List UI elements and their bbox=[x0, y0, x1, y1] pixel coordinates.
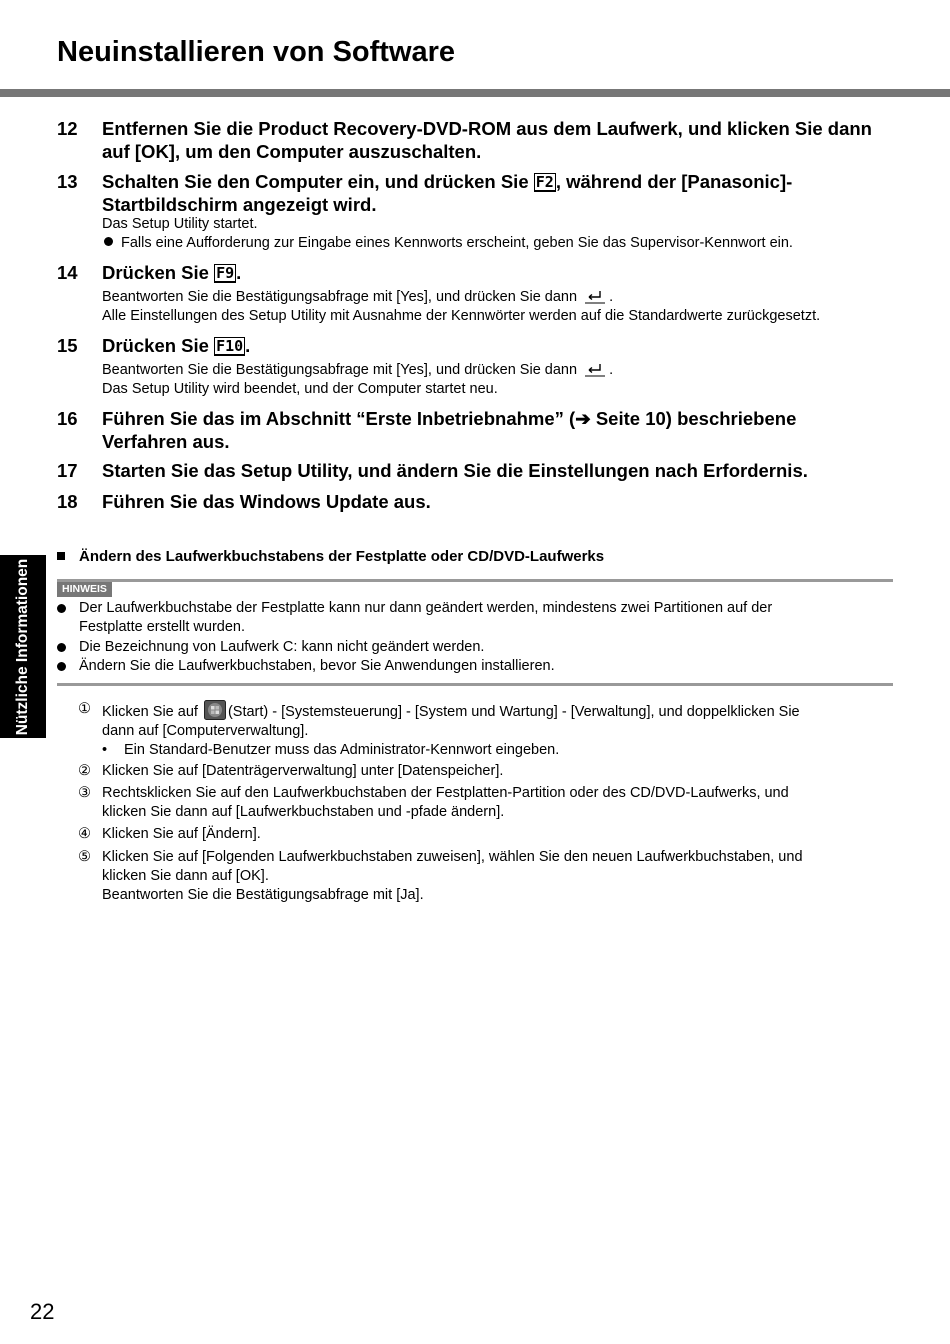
detail-text: Beantworten Sie die Bestätigungsabfrage mit [Yes], und drücken Sie dann bbox=[102, 362, 578, 378]
step-marker: ③ bbox=[78, 785, 91, 801]
step-15-detail-2: Das Setup Utility wird beendet, und der Computer startet neu. bbox=[102, 381, 498, 397]
square-bullet-icon bbox=[57, 552, 65, 560]
step-text: Starten Sie das Setup Utility, und ändern Sie die Einstellungen nach Erfordernis. bbox=[102, 460, 808, 481]
detail-text: Beantworten Sie die Bestätigungsabfrage mit [Yes], und drücken Sie dann bbox=[102, 289, 578, 305]
step-text: Drücken Sie bbox=[102, 335, 215, 356]
title-rule bbox=[0, 89, 950, 97]
windows-start-icon bbox=[204, 700, 226, 720]
sub-bullet-text: Ein Standard-Benutzer muss das Administrator-Kennwort eingeben. bbox=[124, 742, 560, 758]
procedure-text: Klicken Sie auf [Ändern]. bbox=[102, 826, 261, 842]
page-number: 22 bbox=[30, 1299, 55, 1324]
step-number: 14 bbox=[57, 262, 78, 283]
step-marker: ① bbox=[78, 701, 91, 717]
step-text: Drücken Sie bbox=[102, 262, 215, 283]
step-text: , während der [Panasonic]- bbox=[555, 171, 793, 192]
bullet-icon bbox=[57, 643, 66, 652]
step-number: 15 bbox=[57, 335, 78, 356]
procedure-text: (Start) - [Systemsteuerung] - [System und Wartung] - [Verwaltung], und doppelklicken Sie bbox=[227, 704, 800, 720]
note-bottom-rule bbox=[57, 683, 893, 686]
step-number: 13 bbox=[57, 171, 78, 192]
step-text: Entfernen Sie die Product Recovery-DVD-ROM aus dem Laufwerk, und klicken Sie dann bbox=[102, 118, 872, 139]
step-text: . bbox=[245, 335, 251, 356]
detail-text: . bbox=[609, 362, 614, 378]
page-title: Neuinstallieren von Software bbox=[57, 36, 456, 68]
enter-key-icon bbox=[584, 361, 606, 377]
procedure-text: dann auf [Computerverwaltung]. bbox=[102, 723, 309, 739]
procedure-text: klicken Sie dann auf [Laufwerkbuchstaben und -pfade ändern]. bbox=[102, 804, 505, 820]
procedure-text: klicken Sie dann auf [OK]. bbox=[102, 868, 269, 884]
step-13-detail: Das Setup Utility startet. bbox=[102, 216, 258, 232]
side-tab-label: Nützliche Informationen bbox=[14, 558, 31, 735]
step-number: 12 bbox=[57, 118, 78, 139]
procedure-text: Klicken Sie auf [Datenträgerverwaltung] unter [Datenspeicher]. bbox=[102, 763, 504, 779]
step-text: Schalten Sie den Computer ein, und drücken Sie bbox=[102, 171, 534, 192]
sub-bullet-icon: • bbox=[102, 742, 108, 758]
enter-key-icon bbox=[584, 288, 606, 304]
step-text: Startbildschirm angezeigt wird. bbox=[102, 194, 377, 215]
procedure-text: Klicken Sie auf [Folgenden Laufwerkbuchstaben zuweisen], wählen Sie den neuen Laufwerkbuchstaben, und bbox=[102, 849, 803, 865]
step-14-detail-2: Alle Einstellungen des Setup Utility mit Ausnahme der Kennwörter werden auf die Standardwerte zurückgesetzt. bbox=[102, 308, 821, 324]
step-marker: ④ bbox=[78, 826, 91, 842]
detail-text: . bbox=[609, 289, 614, 305]
section-heading bbox=[57, 548, 604, 565]
step-14-detail bbox=[102, 288, 902, 307]
procedure-text: Rechtsklicken Sie auf den Laufwerkbuchstaben der Festplatten-Partition oder des CD/DVD-Laufwerks, und bbox=[102, 785, 789, 801]
note-text: Festplatte erstellt wurden. bbox=[79, 619, 246, 635]
bullet-text: Falls eine Aufforderung zur Eingabe eines Kennworts erscheint, geben Sie das Supervisor-Kennwort ein. bbox=[121, 235, 793, 251]
step-number: 16 bbox=[57, 408, 78, 429]
f2-key: F2 bbox=[535, 173, 554, 191]
step-15-detail bbox=[102, 361, 902, 380]
bullet-icon bbox=[57, 662, 66, 671]
bullet-icon bbox=[104, 237, 113, 246]
step-text: Verfahren aus. bbox=[102, 431, 230, 452]
note-text: Der Laufwerkbuchstabe der Festplatte kann nur dann geändert werden, mindestens zwei Partitionen auf der bbox=[79, 600, 773, 616]
note-text: Die Bezeichnung von Laufwerk C: kann nicht geändert werden. bbox=[79, 639, 485, 655]
f9-key: F9 bbox=[216, 264, 235, 282]
step-number: 17 bbox=[57, 460, 78, 481]
step-marker: ② bbox=[78, 763, 91, 779]
procedure-text: Klicken Sie auf bbox=[102, 704, 198, 720]
step-number: 18 bbox=[57, 491, 78, 512]
side-tab bbox=[0, 555, 46, 738]
hinweis-badge: HINWEIS bbox=[57, 582, 112, 597]
f10-key: F10 bbox=[216, 337, 244, 355]
note-top-rule bbox=[57, 579, 893, 582]
step-text: Führen Sie das im Abschnitt “Erste Inbetriebnahme” (➔ Seite 10) beschriebene bbox=[102, 408, 797, 429]
bullet-icon bbox=[57, 604, 66, 613]
step-text: auf [OK], um den Computer auszuschalten. bbox=[102, 141, 482, 162]
step-marker: ⑤ bbox=[78, 849, 91, 865]
note-text: Ändern Sie die Laufwerkbuchstaben, bevor Sie Anwendungen installieren. bbox=[79, 658, 555, 674]
step-13-bullet bbox=[102, 234, 902, 253]
procedure-text: Beantworten Sie die Bestätigungsabfrage mit [Ja]. bbox=[102, 887, 424, 903]
step-text: Führen Sie das Windows Update aus. bbox=[102, 491, 431, 512]
section-heading-text: Ändern des Laufwerkbuchstabens der Festplatte oder CD/DVD-Laufwerks bbox=[79, 548, 605, 565]
step-text: . bbox=[236, 262, 242, 283]
